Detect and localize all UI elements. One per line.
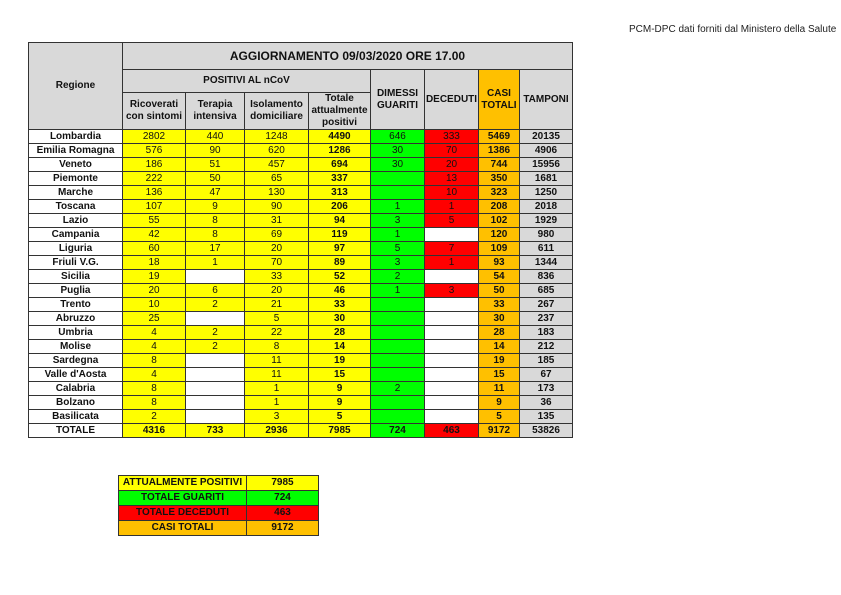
header-totale-positivi: Totale attualmente positivi xyxy=(309,93,371,130)
header-isolamento: Isolamento domiciliare xyxy=(245,93,309,130)
summary-label: TOTALE GUARITI xyxy=(119,491,247,506)
cell-dimessi xyxy=(371,326,425,340)
cell-totale-positivi: 52 xyxy=(309,270,371,284)
cell-ricoverati: 222 xyxy=(123,172,186,186)
cell-totale-positivi: 33 xyxy=(309,298,371,312)
cell-casi: 9 xyxy=(479,396,520,410)
cell-totale-positivi: 28 xyxy=(309,326,371,340)
cell-isolamento: 20 xyxy=(245,242,309,256)
cell-dimessi xyxy=(371,186,425,200)
cell-dimessi xyxy=(371,298,425,312)
cell-tamponi: 183 xyxy=(520,326,573,340)
cell-deceduti: 333 xyxy=(425,130,479,144)
cell-tamponi: 2018 xyxy=(520,200,573,214)
table-row xyxy=(29,158,573,172)
cell-casi: 11 xyxy=(479,382,520,396)
cell-totale-positivi: 89 xyxy=(309,256,371,270)
table-row xyxy=(29,214,573,228)
cell-regione: Calabria xyxy=(29,382,123,396)
summary-value: 463 xyxy=(247,506,319,521)
cell-deceduti: 7 xyxy=(425,242,479,256)
cell-casi: 208 xyxy=(479,200,520,214)
cell-ricoverati: 136 xyxy=(123,186,186,200)
cell-totale-positivi: 337 xyxy=(309,172,371,186)
cell-dimessi xyxy=(371,368,425,382)
cell-dimessi: 646 xyxy=(371,130,425,144)
cell-terapia: 9 xyxy=(186,200,245,214)
cell-terapia: 51 xyxy=(186,158,245,172)
cell-casi: 54 xyxy=(479,270,520,284)
table-row xyxy=(29,200,573,214)
cell-isolamento: 22 xyxy=(245,326,309,340)
cell-ricoverati: 19 xyxy=(123,270,186,284)
cell-tamponi: 611 xyxy=(520,242,573,256)
summary-table xyxy=(118,475,319,536)
cell-isolamento: 11 xyxy=(245,368,309,382)
summary-row xyxy=(119,506,319,521)
cell-deceduti: 463 xyxy=(425,424,479,438)
cell-regione: Campania xyxy=(29,228,123,242)
cell-deceduti: 1 xyxy=(425,256,479,270)
cell-totale-positivi: 4490 xyxy=(309,130,371,144)
table-row xyxy=(29,186,573,200)
cell-terapia xyxy=(186,270,245,284)
cell-dimessi: 30 xyxy=(371,158,425,172)
cell-dimessi: 30 xyxy=(371,144,425,158)
cell-dimessi xyxy=(371,354,425,368)
cell-isolamento: 620 xyxy=(245,144,309,158)
table-row xyxy=(29,326,573,340)
cell-terapia: 440 xyxy=(186,130,245,144)
cell-isolamento: 130 xyxy=(245,186,309,200)
summary-value: 9172 xyxy=(247,521,319,536)
table-row xyxy=(29,382,573,396)
cell-dimessi xyxy=(371,396,425,410)
cell-isolamento: 5 xyxy=(245,312,309,326)
cell-isolamento: 69 xyxy=(245,228,309,242)
table-row xyxy=(29,144,573,158)
header-tamponi: TAMPONI xyxy=(520,70,573,130)
header-deceduti: DECEDUTI xyxy=(425,70,479,130)
cell-dimessi: 1 xyxy=(371,284,425,298)
cell-casi: 14 xyxy=(479,340,520,354)
cell-deceduti: 70 xyxy=(425,144,479,158)
cell-ricoverati: 18 xyxy=(123,256,186,270)
cell-ricoverati: 60 xyxy=(123,242,186,256)
summary-value: 724 xyxy=(247,491,319,506)
cell-terapia xyxy=(186,396,245,410)
header-positivi: POSITIVI AL nCoV xyxy=(123,70,371,93)
cell-totale-positivi: 206 xyxy=(309,200,371,214)
cell-regione: Toscana xyxy=(29,200,123,214)
cell-regione: Valle d'Aosta xyxy=(29,368,123,382)
cell-dimessi: 724 xyxy=(371,424,425,438)
cell-casi: 19 xyxy=(479,354,520,368)
cell-tamponi: 185 xyxy=(520,354,573,368)
cell-casi: 5 xyxy=(479,410,520,424)
cell-totale-positivi: 9 xyxy=(309,396,371,410)
table-row xyxy=(29,172,573,186)
cell-regione: Trento xyxy=(29,298,123,312)
cell-tamponi: 4906 xyxy=(520,144,573,158)
table-row xyxy=(29,312,573,326)
table-row xyxy=(29,228,573,242)
cell-casi: 30 xyxy=(479,312,520,326)
cell-totale-positivi: 19 xyxy=(309,354,371,368)
cell-casi: 109 xyxy=(479,242,520,256)
cell-regione: Liguria xyxy=(29,242,123,256)
cell-ricoverati: 2802 xyxy=(123,130,186,144)
cell-tamponi: 267 xyxy=(520,298,573,312)
cell-terapia: 17 xyxy=(186,242,245,256)
cell-terapia: 733 xyxy=(186,424,245,438)
cell-casi: 350 xyxy=(479,172,520,186)
cell-dimessi xyxy=(371,172,425,186)
cell-ricoverati: 8 xyxy=(123,396,186,410)
cell-isolamento: 2936 xyxy=(245,424,309,438)
cell-tamponi: 1681 xyxy=(520,172,573,186)
cell-ricoverati: 25 xyxy=(123,312,186,326)
table-row xyxy=(29,256,573,270)
cell-regione: Sicilia xyxy=(29,270,123,284)
cell-tamponi: 15956 xyxy=(520,158,573,172)
cell-terapia: 47 xyxy=(186,186,245,200)
cell-tamponi: 685 xyxy=(520,284,573,298)
cell-deceduti: 3 xyxy=(425,284,479,298)
cell-dimessi: 3 xyxy=(371,256,425,270)
cell-tamponi: 237 xyxy=(520,312,573,326)
summary-label: CASI TOTALI xyxy=(119,521,247,536)
cell-regione: Molise xyxy=(29,340,123,354)
cell-isolamento: 70 xyxy=(245,256,309,270)
cell-terapia: 90 xyxy=(186,144,245,158)
cell-casi: 15 xyxy=(479,368,520,382)
cell-ricoverati: 10 xyxy=(123,298,186,312)
cell-dimessi: 2 xyxy=(371,382,425,396)
cell-isolamento: 20 xyxy=(245,284,309,298)
cell-ricoverati: 186 xyxy=(123,158,186,172)
cell-isolamento: 1 xyxy=(245,382,309,396)
cell-dimessi: 1 xyxy=(371,228,425,242)
cell-dimessi xyxy=(371,340,425,354)
cell-ricoverati: 8 xyxy=(123,354,186,368)
cell-ricoverati: 2 xyxy=(123,410,186,424)
cell-dimessi xyxy=(371,410,425,424)
source-note: PCM-DPC dati forniti dal Ministero della Salute xyxy=(629,24,837,35)
cell-ricoverati: 107 xyxy=(123,200,186,214)
total-row xyxy=(29,424,573,438)
cell-ricoverati: 576 xyxy=(123,144,186,158)
cell-totale-positivi: 694 xyxy=(309,158,371,172)
cell-totale-positivi: 97 xyxy=(309,242,371,256)
cell-tamponi: 1344 xyxy=(520,256,573,270)
cell-terapia: 50 xyxy=(186,172,245,186)
cell-casi: 102 xyxy=(479,214,520,228)
table-row xyxy=(29,368,573,382)
cell-deceduti xyxy=(425,382,479,396)
cell-regione: Emilia Romagna xyxy=(29,144,123,158)
covid-table xyxy=(28,42,573,438)
cell-casi: 9172 xyxy=(479,424,520,438)
summary-row xyxy=(119,476,319,491)
cell-terapia: 2 xyxy=(186,298,245,312)
cell-casi: 744 xyxy=(479,158,520,172)
cell-dimessi: 5 xyxy=(371,242,425,256)
cell-isolamento: 11 xyxy=(245,354,309,368)
cell-casi: 50 xyxy=(479,284,520,298)
cell-tamponi: 36 xyxy=(520,396,573,410)
cell-tamponi: 20135 xyxy=(520,130,573,144)
cell-totale-positivi: 14 xyxy=(309,340,371,354)
cell-terapia: 6 xyxy=(186,284,245,298)
cell-regione: Marche xyxy=(29,186,123,200)
cell-dimessi: 1 xyxy=(371,200,425,214)
table-row xyxy=(29,396,573,410)
table-row xyxy=(29,270,573,284)
cell-isolamento: 31 xyxy=(245,214,309,228)
cell-regione: Puglia xyxy=(29,284,123,298)
cell-terapia xyxy=(186,354,245,368)
cell-dimessi: 3 xyxy=(371,214,425,228)
cell-deceduti: 20 xyxy=(425,158,479,172)
summary-label: TOTALE DECEDUTI xyxy=(119,506,247,521)
cell-tamponi: 980 xyxy=(520,228,573,242)
cell-totale-positivi: 119 xyxy=(309,228,371,242)
table-row xyxy=(29,130,573,144)
table-row xyxy=(29,410,573,424)
cell-tamponi: 135 xyxy=(520,410,573,424)
cell-deceduti xyxy=(425,312,479,326)
cell-regione: Sardegna xyxy=(29,354,123,368)
cell-terapia: 2 xyxy=(186,340,245,354)
cell-terapia xyxy=(186,368,245,382)
cell-terapia: 1 xyxy=(186,256,245,270)
table-row xyxy=(29,284,573,298)
summary-value: 7985 xyxy=(247,476,319,491)
cell-terapia xyxy=(186,382,245,396)
cell-deceduti: 13 xyxy=(425,172,479,186)
cell-deceduti xyxy=(425,396,479,410)
cell-casi: 5469 xyxy=(479,130,520,144)
cell-ricoverati: 20 xyxy=(123,284,186,298)
cell-isolamento: 65 xyxy=(245,172,309,186)
cell-totale-positivi: 313 xyxy=(309,186,371,200)
cell-deceduti xyxy=(425,368,479,382)
cell-totale-positivi: 7985 xyxy=(309,424,371,438)
cell-tamponi: 836 xyxy=(520,270,573,284)
cell-ricoverati: 42 xyxy=(123,228,186,242)
cell-ricoverati: 55 xyxy=(123,214,186,228)
cell-regione: Bolzano xyxy=(29,396,123,410)
cell-tamponi: 53826 xyxy=(520,424,573,438)
cell-regione: Abruzzo xyxy=(29,312,123,326)
table-row xyxy=(29,340,573,354)
cell-regione: Piemonte xyxy=(29,172,123,186)
cell-regione: Friuli V.G. xyxy=(29,256,123,270)
cell-totale-positivi: 1286 xyxy=(309,144,371,158)
cell-totale-positivi: 94 xyxy=(309,214,371,228)
cell-isolamento: 8 xyxy=(245,340,309,354)
cell-isolamento: 21 xyxy=(245,298,309,312)
cell-casi: 28 xyxy=(479,326,520,340)
cell-ricoverati: 8 xyxy=(123,382,186,396)
cell-tamponi: 1250 xyxy=(520,186,573,200)
cell-dimessi xyxy=(371,312,425,326)
cell-deceduti xyxy=(425,228,479,242)
cell-terapia xyxy=(186,410,245,424)
cell-dimessi: 2 xyxy=(371,270,425,284)
header-terapia: Terapia intensiva xyxy=(186,93,245,130)
summary-row xyxy=(119,491,319,506)
cell-deceduti xyxy=(425,410,479,424)
table-row xyxy=(29,354,573,368)
header-dimessi: DIMESSI GUARITI xyxy=(371,70,425,130)
summary-label: ATTUALMENTE POSITIVI xyxy=(119,476,247,491)
cell-terapia: 8 xyxy=(186,228,245,242)
cell-casi: 33 xyxy=(479,298,520,312)
header-ricoverati: Ricoverati con sintomi xyxy=(123,93,186,130)
cell-totale-positivi: 46 xyxy=(309,284,371,298)
cell-tamponi: 67 xyxy=(520,368,573,382)
cell-ricoverati: 4 xyxy=(123,326,186,340)
cell-ricoverati: 4 xyxy=(123,368,186,382)
cell-regione: Lazio xyxy=(29,214,123,228)
cell-deceduti xyxy=(425,298,479,312)
cell-regione: TOTALE xyxy=(29,424,123,438)
cell-regione: Veneto xyxy=(29,158,123,172)
header-regione: Regione xyxy=(29,43,123,130)
cell-isolamento: 3 xyxy=(245,410,309,424)
cell-terapia: 8 xyxy=(186,214,245,228)
cell-isolamento: 90 xyxy=(245,200,309,214)
cell-isolamento: 1248 xyxy=(245,130,309,144)
cell-deceduti: 5 xyxy=(425,214,479,228)
summary-row xyxy=(119,521,319,536)
cell-regione: Lombardia xyxy=(29,130,123,144)
cell-terapia: 2 xyxy=(186,326,245,340)
cell-isolamento: 33 xyxy=(245,270,309,284)
cell-casi: 93 xyxy=(479,256,520,270)
header-casi: CASI TOTALI xyxy=(479,70,520,130)
cell-ricoverati: 4316 xyxy=(123,424,186,438)
cell-casi: 1386 xyxy=(479,144,520,158)
cell-deceduti xyxy=(425,340,479,354)
cell-totale-positivi: 30 xyxy=(309,312,371,326)
cell-totale-positivi: 5 xyxy=(309,410,371,424)
cell-casi: 323 xyxy=(479,186,520,200)
cell-tamponi: 212 xyxy=(520,340,573,354)
cell-ricoverati: 4 xyxy=(123,340,186,354)
cell-deceduti xyxy=(425,270,479,284)
cell-deceduti xyxy=(425,326,479,340)
cell-regione: Umbria xyxy=(29,326,123,340)
cell-terapia xyxy=(186,312,245,326)
cell-tamponi: 1929 xyxy=(520,214,573,228)
cell-totale-positivi: 9 xyxy=(309,382,371,396)
cell-deceduti: 1 xyxy=(425,200,479,214)
cell-deceduti xyxy=(425,354,479,368)
table-title: AGGIORNAMENTO 09/03/2020 ORE 17.00 xyxy=(123,43,573,70)
table-row xyxy=(29,242,573,256)
cell-totale-positivi: 15 xyxy=(309,368,371,382)
table-row xyxy=(29,298,573,312)
cell-tamponi: 173 xyxy=(520,382,573,396)
cell-isolamento: 1 xyxy=(245,396,309,410)
cell-deceduti: 10 xyxy=(425,186,479,200)
cell-regione: Basilicata xyxy=(29,410,123,424)
cell-casi: 120 xyxy=(479,228,520,242)
cell-isolamento: 457 xyxy=(245,158,309,172)
